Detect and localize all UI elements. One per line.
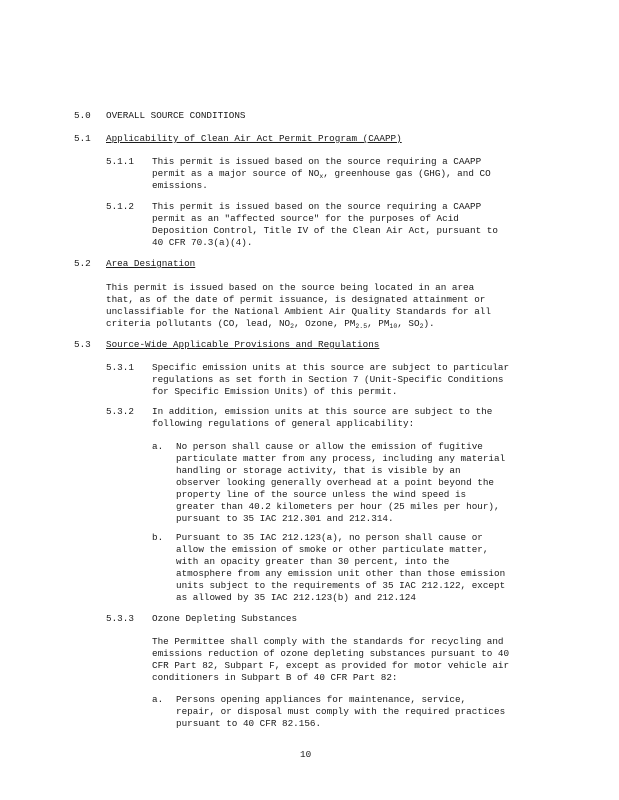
text-line: allow the emission of smoke or other particulate matter, [176, 544, 489, 555]
item-5-3-2-number: 5.3.2 [106, 406, 134, 417]
text-line: handling or storage activity, that is visible by an [176, 465, 461, 476]
text-line: The Permittee shall comply with the standards for recycling and [152, 636, 504, 647]
text-line: units subject to the requirements of 35 IAC 212.122, except [176, 580, 506, 591]
subitem-5-3-3-a-text [176, 694, 505, 730]
subitem-b-letter: b. [152, 532, 164, 543]
text-line: In addition, emission units at this source are subject to the [152, 406, 493, 417]
text-line: No person shall cause or allow the emission of fugitive [176, 441, 483, 452]
section-5-1-title: Applicability of Clean Air Act Permit Program (CAAPP) [106, 133, 402, 144]
subitem-a-letter: a. [152, 441, 164, 452]
text-line: pursuant to 40 CFR 82.156. [176, 718, 322, 729]
item-5-3-3-title: Ozone Depleting Substances [152, 613, 298, 624]
text-line: for Specific Emission Units) of this permit. [152, 386, 398, 397]
text-line: greater than 40.2 kilometers per hour (25 miles per hour), [176, 501, 500, 512]
text-line: 40 CFR 70.3(a)(4). [152, 237, 253, 248]
item-5-3-2-text [152, 406, 492, 430]
text-line: emissions. [152, 180, 208, 191]
text-line: unclassifiable for the National Ambient Air Quality Standards for all [106, 306, 491, 317]
text-line: permit as an "affected source" for the purposes of Acid [152, 213, 459, 224]
text-line: This permit is issued based on the source requiring a CAAPP [152, 201, 482, 212]
text-line: CFR Part 82, Subpart F, except as provided for motor vehicle air [152, 660, 510, 671]
text-line: This permit is issued based on the source requiring a CAAPP [152, 156, 482, 167]
text-line: Persons opening appliances for maintenance, service, [176, 694, 467, 705]
text-line: particulate matter from any process, including any material [176, 453, 506, 464]
text-line: regulations as set forth in Section 7 (Unit-Specific Conditions [152, 374, 504, 385]
section-5-3-number: 5.3 [74, 339, 91, 350]
text-line: conditioners in Subpart B of 40 CFR Part 82: [152, 672, 398, 683]
text-line: as allowed by 35 IAC 212.123(b) and 212.124 [176, 592, 416, 603]
text-line: Deposition Control, Title IV of the Clean Air Act, pursuant to [152, 225, 498, 236]
subitem-5-3-3-a-letter: a. [152, 694, 164, 705]
text-line: emissions reduction of ozone depleting substances pursuant to 40 [152, 648, 510, 659]
text-line-nox: permit as a major source of $NO_x$, greenhouse gas (GHG), and CO [152, 168, 491, 180]
text-line-pollutants: criteria pollutants (CO, lead, $NO_2$, Ozone, $PM_{2.5}$, $PM_{10}$, $SO_2$). [106, 318, 435, 330]
text-line: with an opacity greater than 30 percent, into the [176, 556, 450, 567]
subitem-a-text [176, 441, 505, 525]
text-line: repair, or disposal must comply with the required practices [176, 706, 506, 717]
item-5-3-3-text [152, 636, 509, 684]
text-line: observer looking generally overhead at a point beyond the [176, 477, 495, 488]
section-5-2-text [106, 282, 491, 330]
text-line: that, as of the date of permit issuance, is designated attainment or [106, 294, 486, 305]
item-5-1-2-text [152, 201, 498, 249]
page-number: 10 [300, 749, 312, 760]
item-5-1-2-number: 5.1.2 [106, 201, 134, 212]
text-line: Pursuant to 35 IAC 212.123(a), no person shall cause or [176, 532, 483, 543]
text-line: This permit is issued based on the source being located in an area [106, 282, 475, 293]
item-5-3-1-number: 5.3.1 [106, 362, 134, 373]
section-5-2-title: Area Designation [106, 258, 196, 269]
subitem-b-text [176, 532, 505, 604]
item-5-3-1-text [152, 362, 509, 398]
section-5-title: OVERALL SOURCE CONDITIONS [106, 110, 246, 121]
section-5-2-number: 5.2 [74, 258, 91, 269]
item-5-1-1-number: 5.1.1 [106, 156, 134, 167]
text-line: property line of the source unless the wind speed is [176, 489, 467, 500]
section-5-1-number: 5.1 [74, 133, 91, 144]
item-5-3-3-number: 5.3.3 [106, 613, 134, 624]
text-line: atmosphere from any emission unit other than those emission [176, 568, 506, 579]
text-line: pursuant to 35 IAC 212.301 and 212.314. [176, 513, 394, 524]
section-5-number: 5.0 [74, 110, 91, 121]
text-line: Specific emission units at this source are subject to particular [152, 362, 510, 373]
item-5-1-1-text [152, 156, 491, 192]
section-5-3-title: Source-Wide Applicable Provisions and Regulations [106, 339, 380, 350]
text-line: following regulations of general applicability: [152, 418, 415, 429]
